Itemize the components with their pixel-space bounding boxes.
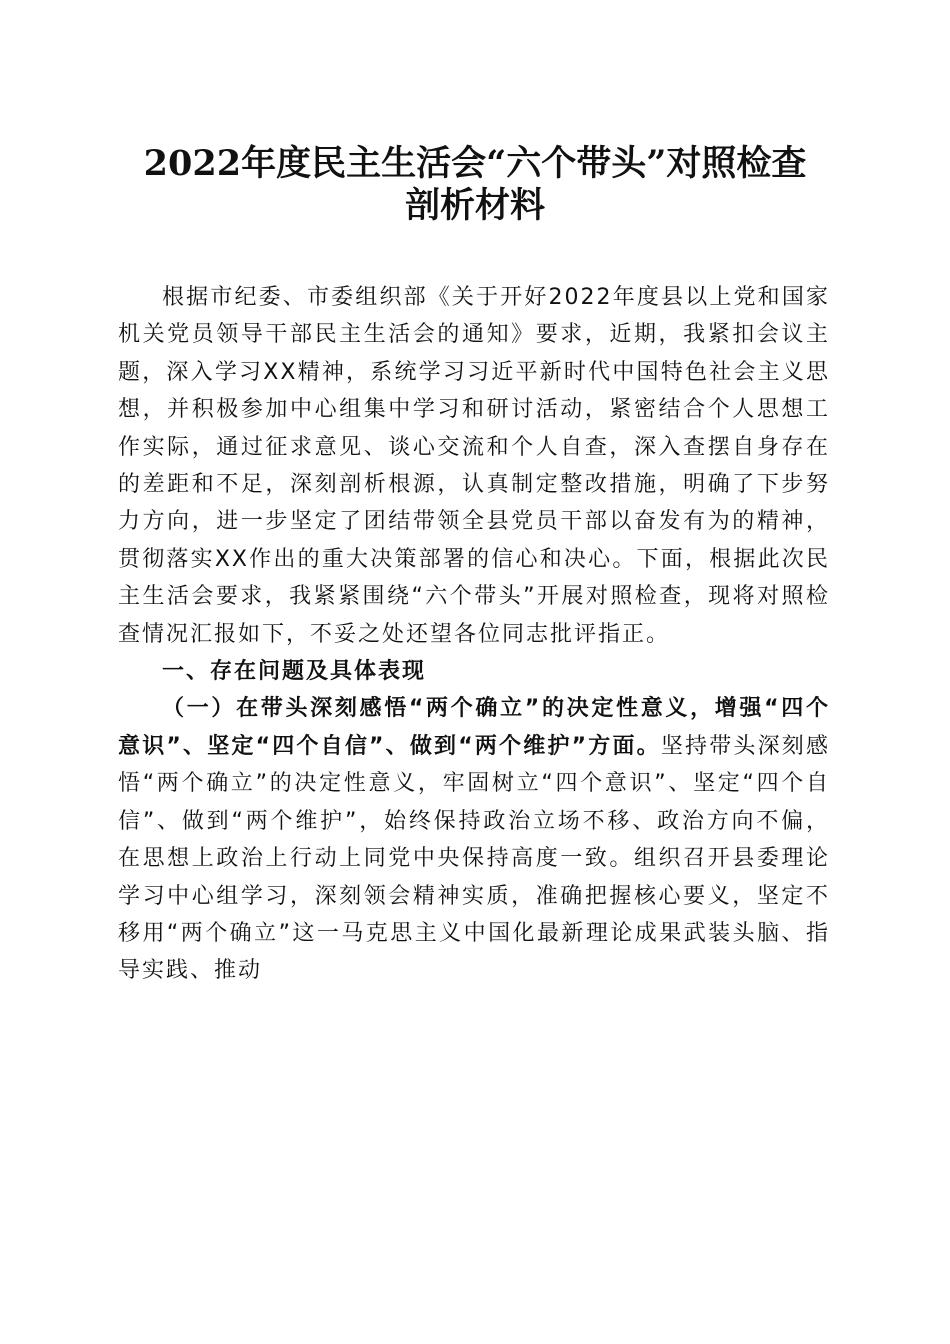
document-title-line1: 2022年度民主生活会“六个带头”对照检查 bbox=[143, 143, 807, 184]
subsection-paragraph-1 bbox=[118, 690, 830, 989]
section-heading-1: 一、存在问题及具体表现 bbox=[162, 659, 427, 685]
intro-paragraph: 根据市纪委、市委组织部《关于开好2022年度县以上党和国家机关党员领导干部民主生活会的通知》要求，近期，我紧扣会议主题，深入学习XX精神，系统学习习近平新时代中国特色社会主义思想，并积极参加中心组集中学习和研讨活动，紧密结合个人思想工作实际，通过征求意见、谈心交流和个人自查，深入查摆自身存在的差距和不足，深刻剖析根源，认真制定整改措施，明确了下步努力方向，进一步坚定了团结带领全县党员干部以奋发有为的精神，贯彻落实XX作出的重大决策部署的信心和决心。下面，根据此次民主生活会要求，我紧紧围绕“六个带头”开展对照检查，现将对照检查情况汇报如下，不妥之处还望各位同志批评指正。 bbox=[118, 285, 830, 647]
subsection-body-1: 坚持带头深刻感悟“两个确立”的决定性意义，牢固树立“四个意识”、坚定“四个自信”、做到“两个维护”，始终保持政治立场不移、政治方向不偏，在思想上政治上行动上同党中央保持高度一致。组织召开县委理论学习中心组学习，深刻领会精神实质，准确把握核心要义，坚定不移用“两个确立”这一马克思主义中国化最新理论成果武装头脑、指导实践、推动 bbox=[118, 733, 830, 984]
document-body bbox=[118, 279, 830, 990]
document-title-line2: 剖析材料 bbox=[404, 185, 545, 226]
subsection-title-1: （一）在带头深刻感悟“两个确立”的决定性意义，增强“四个意识”、坚定“四个自信”、做到“两个维护”方面。 bbox=[118, 696, 830, 759]
